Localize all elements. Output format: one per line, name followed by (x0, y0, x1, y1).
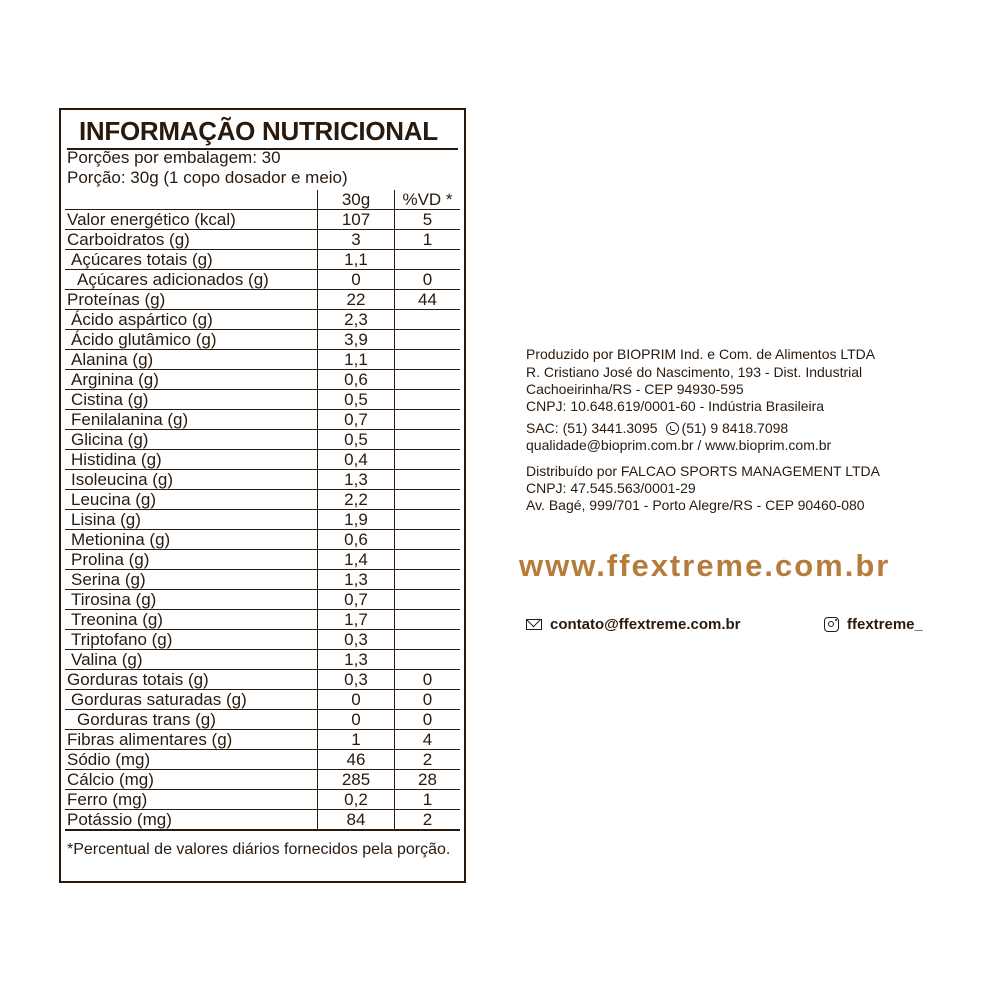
table-row (65, 650, 460, 670)
nutrient-amount: 1,9 (318, 510, 395, 530)
header-dv: %VD * (395, 190, 461, 210)
table-row (65, 350, 460, 370)
distributor-line-2: CNPJ: 47.545.563/0001-29 (526, 480, 696, 496)
nutrient-name: Serina (g) (65, 570, 318, 590)
serving-size: Porção: 30g (1 copo dosador e meio) (67, 168, 348, 187)
nutrient-amount: 0,5 (318, 390, 395, 410)
nutrient-amount: 46 (318, 750, 395, 770)
nutrient-dv: 0 (395, 710, 461, 730)
email-text: contato@ffextreme.com.br (550, 616, 741, 633)
nutrient-dv (395, 330, 461, 350)
nutrient-amount: 1,3 (318, 470, 395, 490)
table-row (65, 770, 460, 790)
nutrient-dv (395, 590, 461, 610)
nutrient-amount: 285 (318, 770, 395, 790)
nutrient-amount: 1,1 (318, 350, 395, 370)
nutrient-dv: 2 (395, 750, 461, 770)
table-row (65, 210, 460, 230)
whatsapp-phone: (51) 9 8418.7098 (681, 420, 789, 436)
table-row (65, 370, 460, 390)
nutrient-name: Tirosina (g) (65, 590, 318, 610)
servings-per-package: Porções por embalagem: 30 (67, 148, 281, 167)
nutrient-dv (395, 470, 461, 490)
nutrient-name: Gorduras totais (g) (65, 670, 318, 690)
table-row (65, 710, 460, 730)
nutrient-name: Valor energético (kcal) (65, 210, 318, 230)
nutrient-dv (395, 550, 461, 570)
table-row (65, 450, 460, 470)
table-row (65, 250, 460, 270)
table-row (65, 490, 460, 510)
nutrient-name: Sódio (mg) (65, 750, 318, 770)
table-row (65, 330, 460, 350)
nutrient-amount: 0,2 (318, 790, 395, 810)
nutrient-name: Lisina (g) (65, 510, 318, 530)
table-row (65, 610, 460, 630)
brand-website: www.ffextreme.com.br (519, 548, 891, 583)
nutrient-amount: 0,6 (318, 530, 395, 550)
table-row (65, 390, 460, 410)
nutrient-name: Ácido aspártico (g) (65, 310, 318, 330)
nutrient-name: Triptofano (g) (65, 630, 318, 650)
table-row (65, 590, 460, 610)
nutrient-amount: 0 (318, 270, 395, 290)
nutrient-name: Histidina (g) (65, 450, 318, 470)
header-empty-cell (65, 190, 318, 210)
nutrition-title: INFORMAÇÃO NUTRICIONAL (79, 116, 438, 146)
nutrient-amount: 0,3 (318, 670, 395, 690)
nutrient-dv (395, 250, 461, 270)
nutrient-name: Ácido glutâmico (g) (65, 330, 318, 350)
nutrient-dv (395, 310, 461, 330)
nutrient-name: Carboidratos (g) (65, 230, 318, 250)
table-row (65, 570, 460, 590)
nutrient-dv (395, 450, 461, 470)
nutrient-name: Ferro (mg) (65, 790, 318, 810)
nutrient-amount: 22 (318, 290, 395, 310)
nutrient-amount: 2,2 (318, 490, 395, 510)
table-row (65, 230, 460, 250)
header-amount: 30g (318, 190, 395, 210)
table-row (65, 790, 460, 810)
manufacturer-line-3: Cachoeirinha/RS - CEP 94930-595 (526, 381, 744, 397)
sac-phone: SAC: (51) 3441.3095 (526, 420, 658, 436)
nutrient-dv: 0 (395, 670, 461, 690)
nutrient-name: Metionina (g) (65, 530, 318, 550)
nutrient-name: Cistina (g) (65, 390, 318, 410)
nutrient-amount: 84 (318, 810, 395, 831)
nutrient-amount: 0,4 (318, 450, 395, 470)
nutrient-dv (395, 610, 461, 630)
table-row (65, 270, 460, 290)
nutrient-amount: 0,3 (318, 630, 395, 650)
table-row (65, 530, 460, 550)
nutrient-amount: 0 (318, 690, 395, 710)
nutrient-amount: 0,5 (318, 430, 395, 450)
email-contact (526, 616, 741, 633)
nutrient-name: Prolina (g) (65, 550, 318, 570)
distributor-line-1: Distribuído por FALCAO SPORTS MANAGEMENT LTDA (526, 463, 880, 479)
manufacturer-line-2: R. Cristiano José do Nascimento, 193 - Dist. Industrial (526, 364, 863, 380)
nutrient-dv: 5 (395, 210, 461, 230)
nutrient-amount: 0,7 (318, 410, 395, 430)
table-row (65, 510, 460, 530)
table-row (65, 750, 460, 770)
table-row (65, 810, 460, 831)
nutrient-dv: 0 (395, 690, 461, 710)
nutrient-name: Fibras alimentares (g) (65, 730, 318, 750)
nutrient-amount: 0,7 (318, 590, 395, 610)
nutrient-dv (395, 530, 461, 550)
table-row (65, 310, 460, 330)
table-row (65, 630, 460, 650)
nutrient-dv: 28 (395, 770, 461, 790)
nutrient-name: Isoleucina (g) (65, 470, 318, 490)
nutrient-amount: 1,3 (318, 570, 395, 590)
nutrient-dv (395, 350, 461, 370)
nutrient-amount: 0,6 (318, 370, 395, 390)
table-row (65, 290, 460, 310)
nutrient-dv: 44 (395, 290, 461, 310)
nutrient-name: Gorduras trans (g) (65, 710, 318, 730)
nutrient-name: Glicina (g) (65, 430, 318, 450)
nutrient-amount: 2,3 (318, 310, 395, 330)
nutrition-table (65, 190, 460, 831)
nutrient-dv: 0 (395, 270, 461, 290)
nutrient-name: Fenilalanina (g) (65, 410, 318, 430)
nutrient-amount: 1,4 (318, 550, 395, 570)
manufacturer-line-4: CNPJ: 10.648.619/0001-60 - Indústria Brasileira (526, 398, 825, 414)
nutrient-amount: 3,9 (318, 330, 395, 350)
table-header-row (65, 190, 460, 210)
nutrient-name: Gorduras saturadas (g) (65, 690, 318, 710)
whatsapp-icon (666, 422, 679, 435)
nutrient-dv: 1 (395, 230, 461, 250)
mail-icon (526, 619, 542, 630)
nutrient-dv (395, 370, 461, 390)
manufacturer-web: qualidade@bioprim.com.br / www.bioprim.com.br (526, 437, 832, 453)
nutrient-name: Treonina (g) (65, 610, 318, 630)
nutrient-name: Alanina (g) (65, 350, 318, 370)
nutrient-name: Açúcares totais (g) (65, 250, 318, 270)
nutrient-dv: 1 (395, 790, 461, 810)
nutrient-amount: 3 (318, 230, 395, 250)
nutrient-dv (395, 410, 461, 430)
nutrient-dv (395, 570, 461, 590)
nutrient-amount: 1,7 (318, 610, 395, 630)
nutrient-name: Potássio (mg) (65, 810, 318, 831)
nutrient-amount: 1,1 (318, 250, 395, 270)
table-row (65, 410, 460, 430)
nutrient-dv (395, 630, 461, 650)
sac-line (526, 420, 788, 437)
nutrient-name: Arginina (g) (65, 370, 318, 390)
table-row (65, 670, 460, 690)
instagram-handle: ffextreme_ (847, 616, 923, 633)
nutrient-name: Açúcares adicionados (g) (65, 270, 318, 290)
nutrient-amount: 0 (318, 710, 395, 730)
footnote: *Percentual de valores diários fornecidos pela porção. (67, 841, 451, 858)
nutrient-dv (395, 650, 461, 670)
nutrient-dv (395, 390, 461, 410)
manufacturer-line-1: Produzido por BIOPRIM Ind. e Com. de Alimentos LTDA (526, 346, 876, 362)
table-row (65, 730, 460, 750)
nutrient-name: Valina (g) (65, 650, 318, 670)
table-row (65, 430, 460, 450)
instagram-icon (824, 617, 839, 632)
nutrient-dv (395, 510, 461, 530)
nutrient-name: Proteínas (g) (65, 290, 318, 310)
nutrient-dv: 4 (395, 730, 461, 750)
nutrient-amount: 107 (318, 210, 395, 230)
table-row (65, 470, 460, 490)
nutrient-dv (395, 430, 461, 450)
instagram-contact (824, 616, 923, 633)
nutrient-name: Cálcio (mg) (65, 770, 318, 790)
nutrient-name: Leucina (g) (65, 490, 318, 510)
nutrient-amount: 1,3 (318, 650, 395, 670)
table-row (65, 690, 460, 710)
table-row (65, 550, 460, 570)
distributor-line-3: Av. Bagé, 999/701 - Porto Alegre/RS - CEP 90460-080 (526, 497, 865, 513)
nutrient-dv (395, 490, 461, 510)
nutrient-dv: 2 (395, 810, 461, 831)
nutrition-facts-panel (59, 108, 466, 883)
nutrient-amount: 1 (318, 730, 395, 750)
